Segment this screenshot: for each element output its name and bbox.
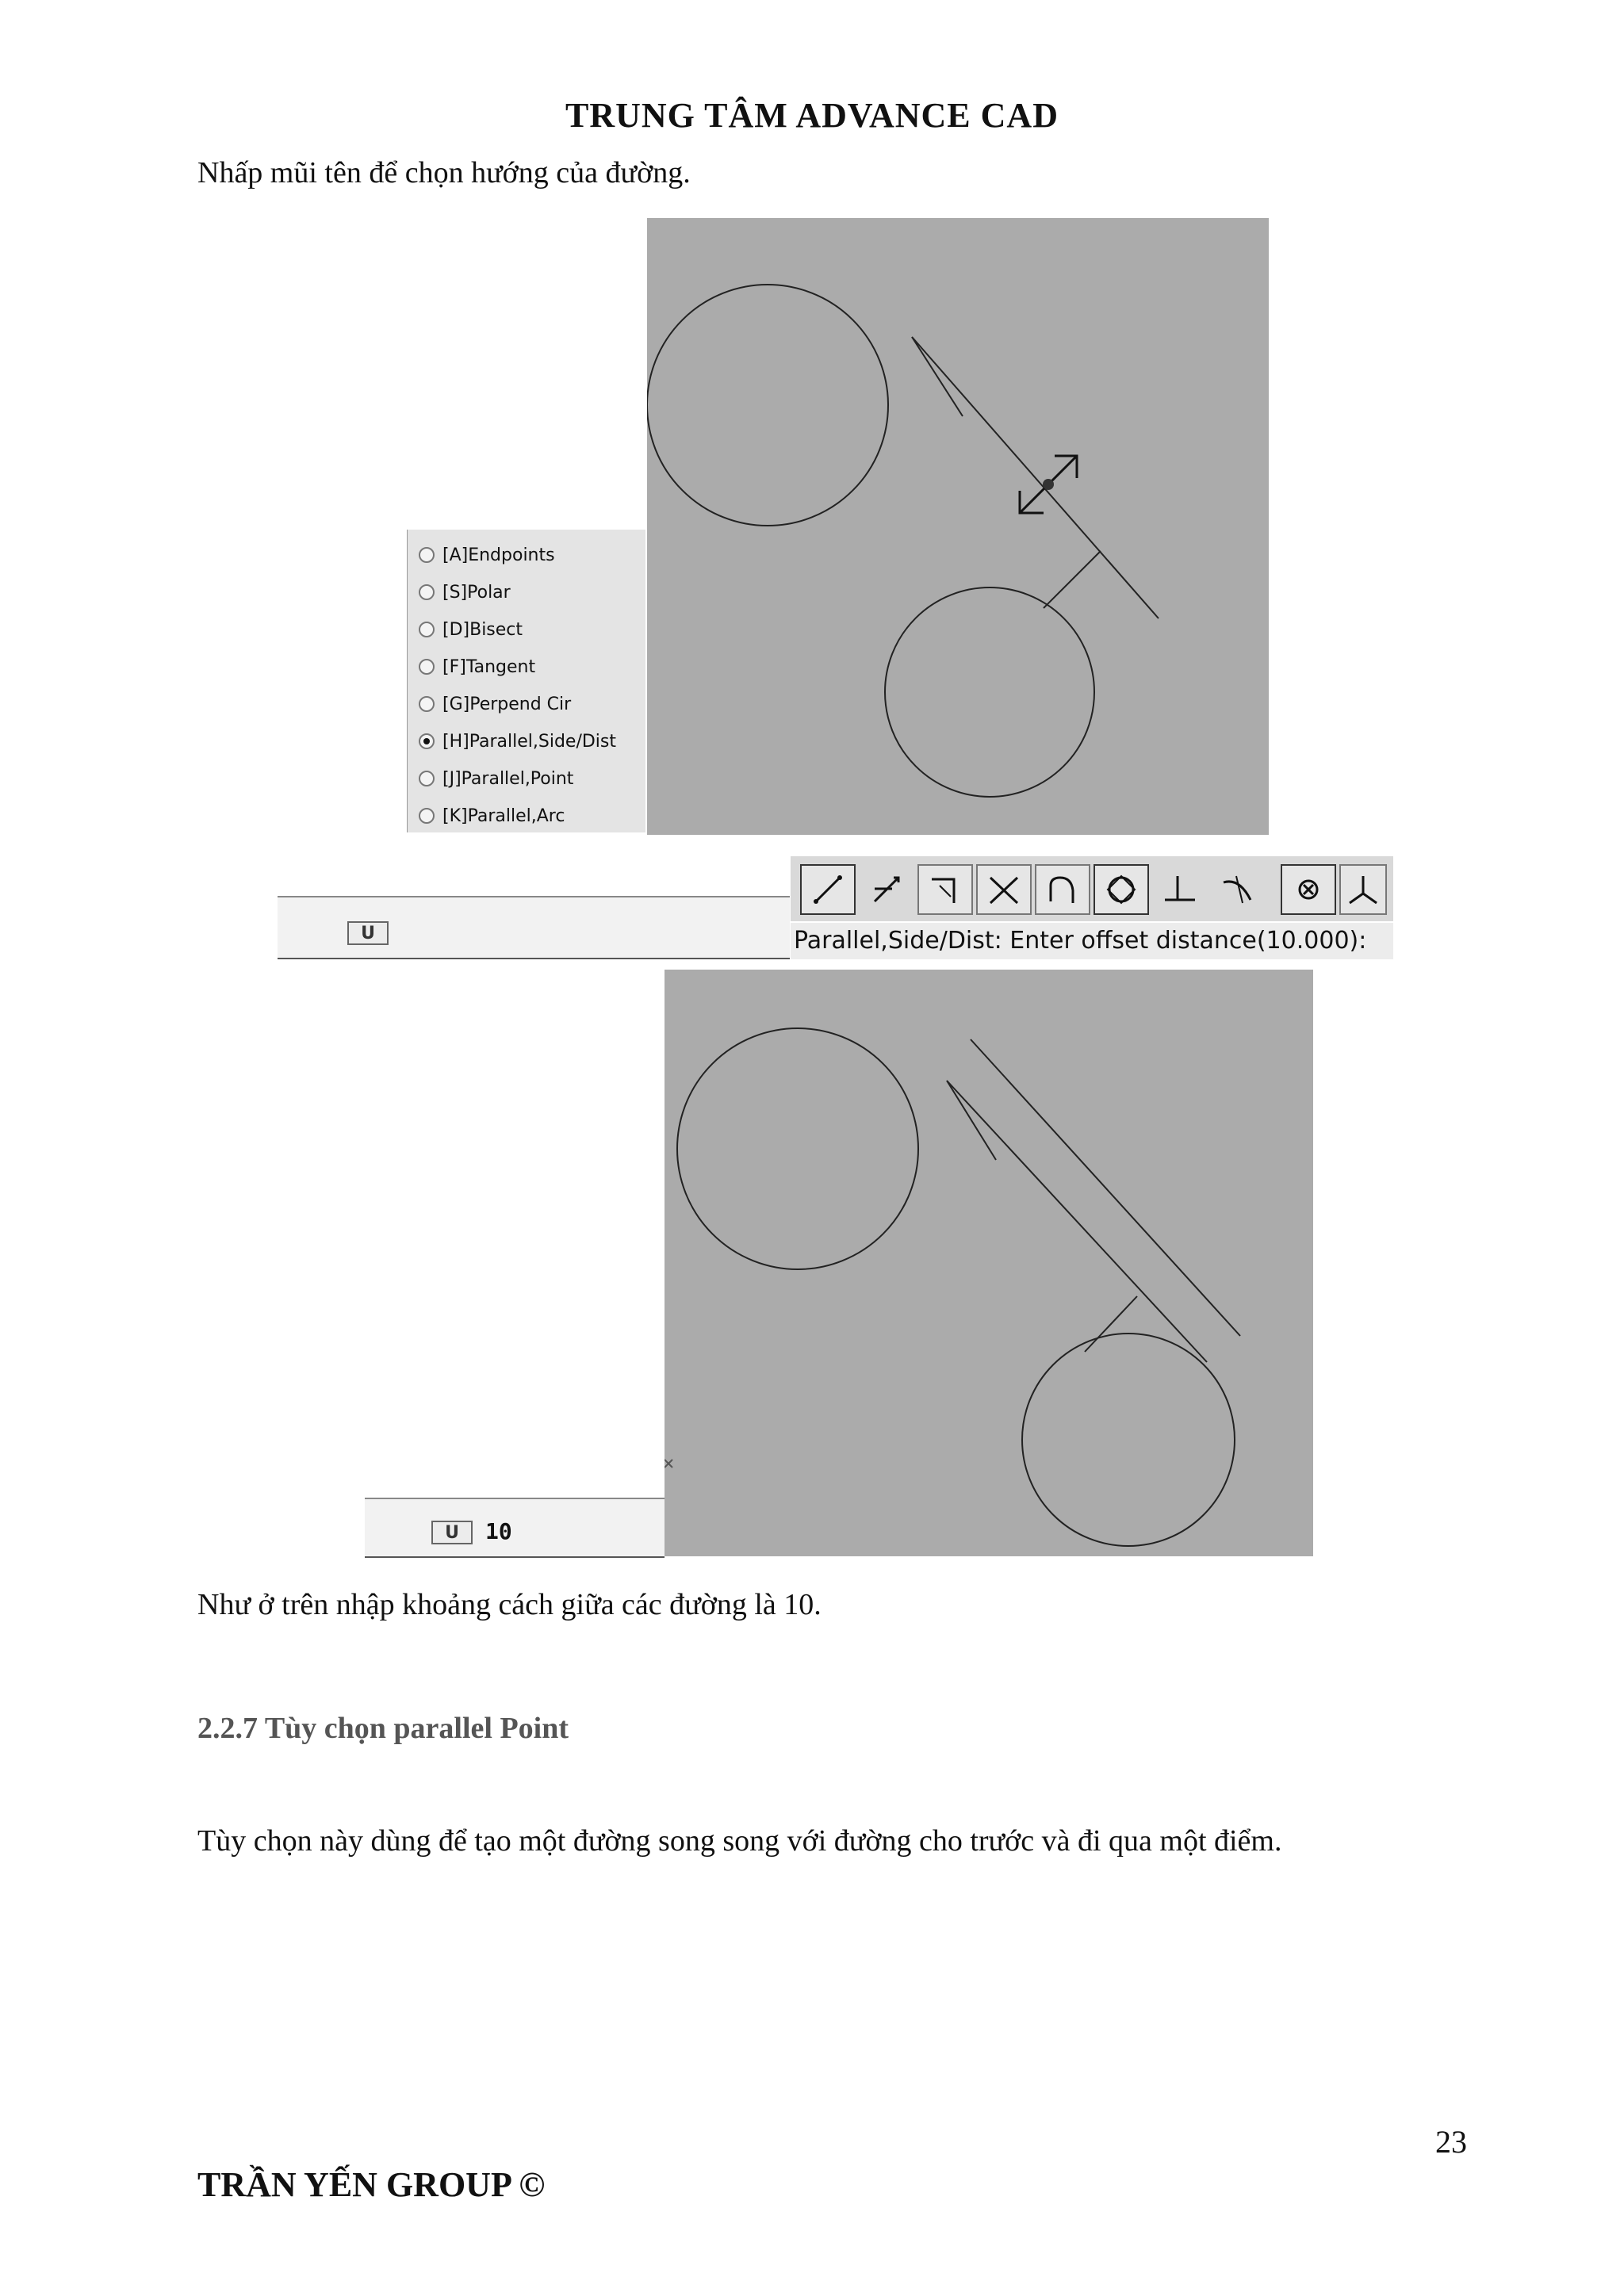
option-endpoints[interactable]: [A]Endpoints (419, 539, 555, 571)
option-tangent[interactable]: [F]Tangent (419, 651, 535, 683)
section-heading: 2.2.7 Tùy chọn parallel Point (197, 1712, 569, 1745)
undo-button[interactable]: U (347, 921, 389, 945)
radio-icon[interactable] (419, 771, 435, 786)
result-paragraph: Như ở trên nhập khoảng cách giữa các đường là 10. (197, 1588, 822, 1621)
section-body: Tùy chọn này dùng để tạo một đường song song với đường cho trước và đi qua một điểm. (197, 1824, 1282, 1858)
bisect-line-icon (927, 871, 963, 908)
radio-icon[interactable] (419, 808, 435, 824)
option-bisect[interactable]: [D]Bisect (419, 614, 523, 645)
option-panel (407, 530, 645, 832)
parallel-offset-line (971, 1039, 1240, 1336)
circle-lower (1022, 1334, 1235, 1546)
command-prompt: Parallel,Side/Dist: Enter offset distance(10.000): (791, 923, 1393, 959)
tangent-line-button[interactable] (976, 864, 1032, 915)
circle-lower (885, 587, 1094, 797)
viewport-2-drawing (665, 970, 1313, 1556)
command-line-2[interactable] (365, 1498, 665, 1558)
parallel-arc-icon (1219, 871, 1255, 908)
option-parallel-point[interactable]: [J]Parallel,Point (419, 763, 573, 794)
footer-copyright: TRẦN YẾN GROUP © (197, 2165, 546, 2204)
option-parallel-side-dist[interactable]: [H]Parallel,Side/Dist (419, 725, 616, 757)
snap-icon (1290, 871, 1327, 908)
parallel-side-dist-icon (1103, 871, 1139, 908)
bisect-line-button[interactable] (917, 864, 973, 915)
parallel-point-button[interactable] (1152, 864, 1208, 915)
tangent-line (912, 337, 1159, 618)
radio-icon[interactable] (419, 622, 435, 637)
polar-line-icon (868, 871, 905, 908)
circle-upper (647, 285, 888, 526)
endpoints-line-button[interactable] (800, 864, 856, 915)
command-line-1[interactable] (278, 896, 790, 959)
page-header-title: TRUNG TÂM ADVANCE CAD (565, 96, 1059, 135)
parallel-side-dist-button[interactable] (1094, 864, 1149, 915)
snap-button[interactable] (1281, 864, 1336, 915)
option-polar[interactable]: [S]Polar (419, 576, 511, 608)
axis-icon (1345, 871, 1381, 908)
parallel-point-icon (1162, 871, 1198, 908)
polar-line-button[interactable] (859, 864, 914, 915)
tangent-arm-lower (1044, 551, 1101, 608)
line-toolbar (791, 856, 1393, 921)
direction-arrow-icon[interactable] (1020, 456, 1077, 513)
tangent-arm-upper (912, 337, 963, 416)
circle-upper (677, 1028, 918, 1269)
tangent-arm-lower (1085, 1296, 1137, 1352)
radio-icon[interactable] (419, 696, 435, 712)
radio-checked-icon[interactable] (419, 733, 435, 749)
option-parallel-arc[interactable]: [K]Parallel,Arc (419, 800, 565, 832)
radio-icon[interactable] (419, 547, 435, 563)
tangent-line-icon (986, 871, 1022, 908)
option-perpend-cir[interactable]: [G]Perpend Cir (419, 688, 571, 720)
page-number: 23 (1435, 2124, 1467, 2160)
viewport-1-drawing (647, 218, 1269, 835)
perpend-cir-icon (1044, 871, 1081, 908)
offset-distance-input[interactable]: 10 (485, 1518, 512, 1544)
parallel-arc-button[interactable] (1209, 864, 1265, 915)
cad-viewport-2[interactable] (665, 970, 1313, 1556)
axis-button[interactable] (1339, 864, 1387, 915)
undo-button[interactable]: U (431, 1521, 473, 1544)
tangent-line (947, 1081, 1207, 1362)
intro-paragraph: Nhấp mũi tên để chọn hướng của đường. (197, 156, 691, 189)
radio-icon[interactable] (419, 584, 435, 600)
tangent-arm-upper (947, 1081, 996, 1160)
radio-icon[interactable] (419, 659, 435, 675)
endpoints-line-icon (810, 871, 846, 908)
cad-viewport-1[interactable] (647, 218, 1269, 835)
perpend-cir-button[interactable] (1035, 864, 1090, 915)
